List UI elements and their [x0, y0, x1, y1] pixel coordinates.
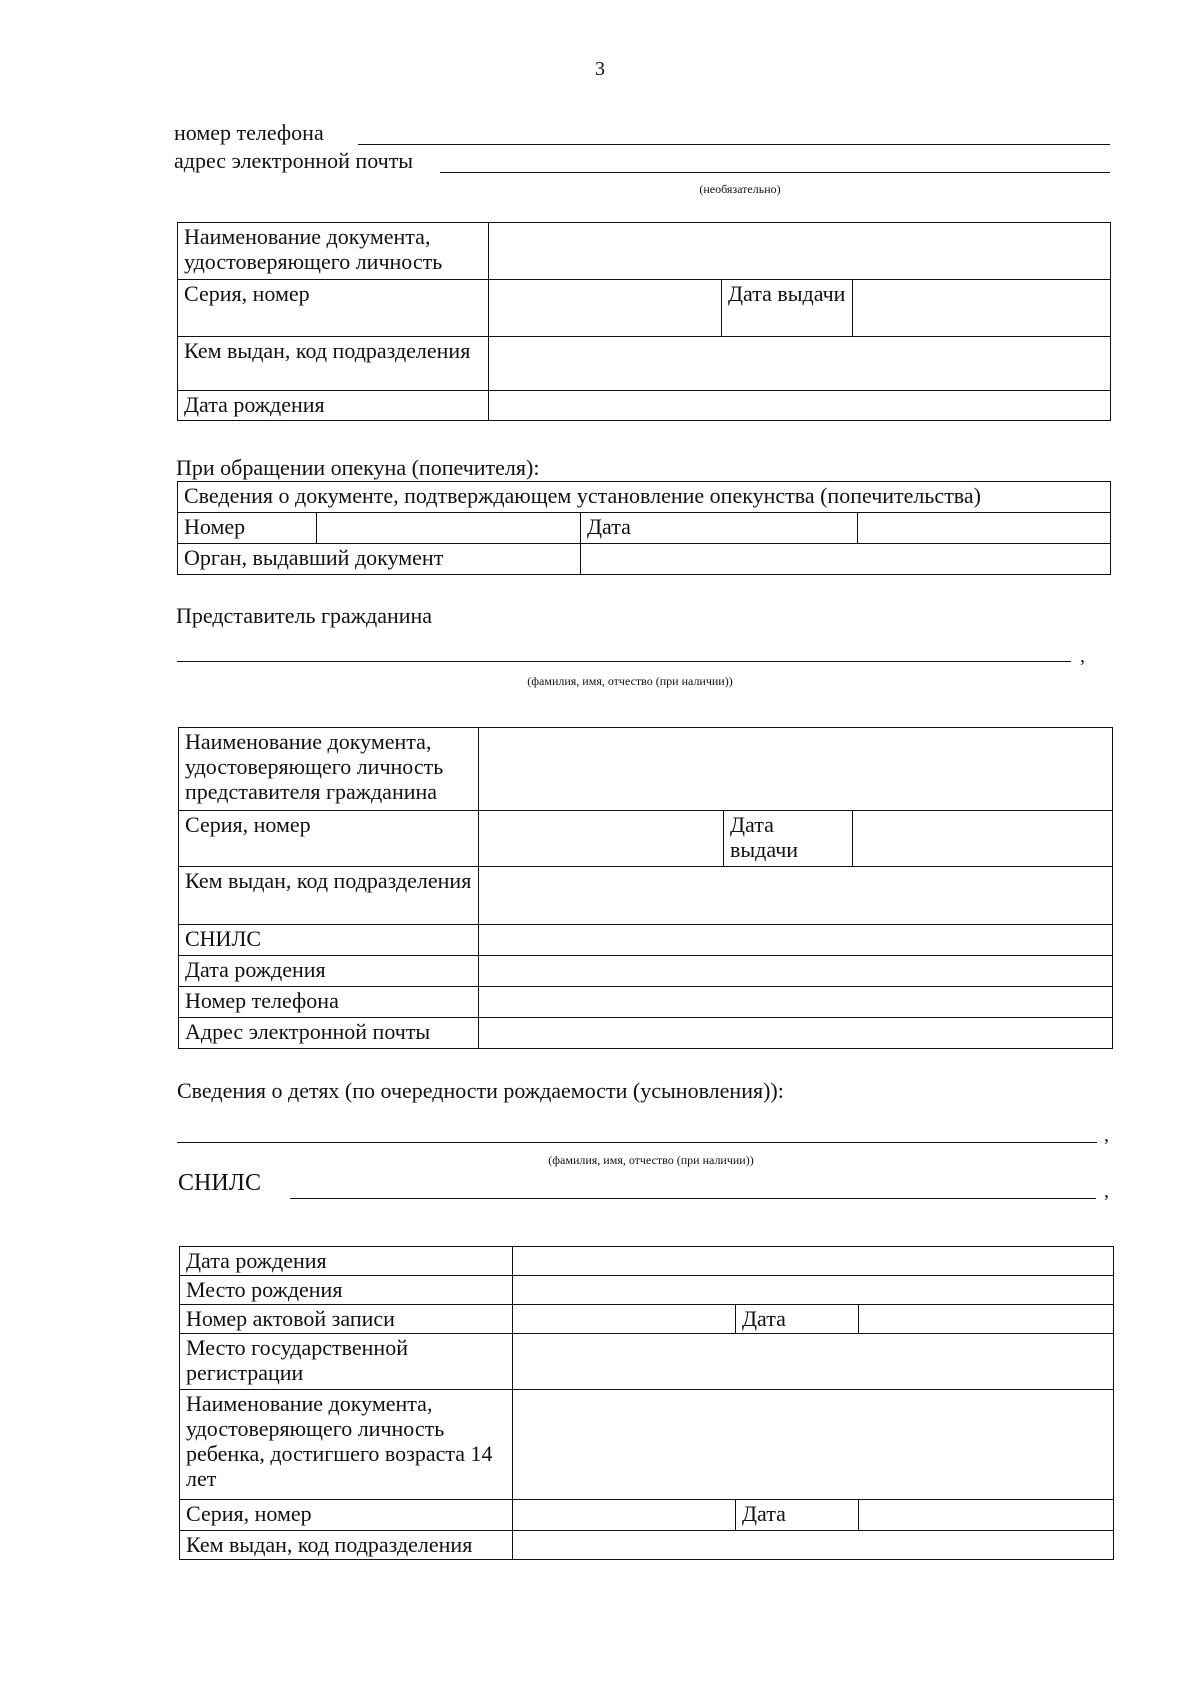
- rep-snils-value[interactable]: [479, 925, 1113, 956]
- id-series-value[interactable]: [489, 280, 722, 337]
- child-snils-label: СНИЛС: [178, 1170, 261, 1196]
- phone-label: номер телефона: [174, 120, 324, 145]
- child-record-date-label: Дата: [736, 1305, 859, 1334]
- id-doc-name-value[interactable]: [489, 223, 1111, 280]
- representative-fio-note: (фамилия, имя, отчество (при наличии)): [527, 674, 733, 688]
- guardian-issuer-value[interactable]: [581, 544, 1111, 575]
- id-issuer-label: Кем выдан, код подразделения: [178, 337, 489, 391]
- representative-comma: ,: [1080, 645, 1085, 667]
- child-series-date-value[interactable]: [859, 1500, 1114, 1531]
- child-fio-comma: ,: [1104, 1124, 1109, 1146]
- guardian-number-label: Номер: [178, 513, 317, 544]
- child-issuer-label: Кем выдан, код подразделения: [180, 1531, 513, 1560]
- representative-fio-field[interactable]: [177, 661, 1071, 662]
- email-field[interactable]: [440, 172, 1110, 173]
- child-birthplace-label: Место рождения: [180, 1276, 513, 1305]
- child-table: [179, 1246, 1114, 1560]
- rep-snils-label: СНИЛС: [179, 925, 479, 956]
- children-heading: Сведения о детях (по очередности рождаемости (усыновления)):: [177, 1078, 784, 1103]
- rep-doc-name-value[interactable]: [479, 728, 1113, 811]
- child-record-number-label: Номер актовой записи: [180, 1305, 513, 1334]
- guardian-table: [177, 481, 1111, 575]
- id-issuer-value[interactable]: [489, 337, 1111, 391]
- child-registration-place-value[interactable]: [513, 1334, 1114, 1390]
- child-doc-name-value[interactable]: [513, 1390, 1114, 1500]
- child-series-label: Серия, номер: [180, 1500, 513, 1531]
- guardian-doc-info: Сведения о документе, подтверждающем установление опекунства (попечительства): [178, 482, 1111, 513]
- phone-field[interactable]: [358, 144, 1110, 145]
- rep-series-label: Серия, номер: [179, 811, 479, 867]
- rep-series-value[interactable]: [479, 811, 724, 867]
- page-number: 3: [595, 58, 605, 80]
- rep-issue-date-label: Дата выдачи: [724, 811, 853, 867]
- id-issue-date-value[interactable]: [853, 280, 1111, 337]
- rep-issuer-value[interactable]: [479, 867, 1113, 925]
- optional-note: (необязательно): [699, 182, 781, 196]
- id-series-label: Серия, номер: [178, 280, 489, 337]
- child-fio-field[interactable]: [177, 1142, 1097, 1143]
- email-label: адрес электронной почты: [174, 148, 414, 173]
- id-birthdate-label: Дата рождения: [178, 391, 489, 421]
- rep-birthdate-value[interactable]: [479, 956, 1113, 987]
- rep-issuer-label: Кем выдан, код подразделения: [179, 867, 479, 925]
- child-issuer-value[interactable]: [513, 1531, 1114, 1560]
- child-snils-comma: ,: [1104, 1180, 1109, 1202]
- child-series-value[interactable]: [513, 1500, 736, 1531]
- child-series-date-label: Дата: [736, 1500, 859, 1531]
- child-fio-note: (фамилия, имя, отчество (при наличии)): [548, 1153, 754, 1167]
- id-issue-date-label: Дата выдачи: [722, 280, 853, 337]
- rep-doc-name-label: Наименование документа, удостоверяющего личность представителя гражданина: [179, 728, 479, 811]
- child-doc-name-label: Наименование документа, удостоверяющего личность ребенка, достигшего возраста 14 лет: [180, 1390, 513, 1500]
- rep-issue-date-value[interactable]: [853, 811, 1113, 867]
- child-birthdate-value[interactable]: [513, 1247, 1114, 1276]
- child-birthplace-value[interactable]: [513, 1276, 1114, 1305]
- representative-heading: Представитель гражданина: [176, 603, 433, 628]
- rep-phone-label: Номер телефона: [179, 987, 479, 1018]
- guardian-date-value[interactable]: [858, 513, 1111, 544]
- guardian-issuer-label: Орган, выдавший документ: [178, 544, 581, 575]
- rep-birthdate-label: Дата рождения: [179, 956, 479, 987]
- guardian-number-value[interactable]: [317, 513, 581, 544]
- representative-table: [178, 727, 1113, 1049]
- rep-phone-value[interactable]: [479, 987, 1113, 1018]
- child-snils-field[interactable]: [290, 1198, 1096, 1199]
- child-record-number-value[interactable]: [513, 1305, 736, 1334]
- guardian-date-label: Дата: [581, 513, 858, 544]
- child-registration-place-label: Место государственной регистрации: [180, 1334, 513, 1390]
- rep-email-label: Адрес электронной почты: [179, 1018, 479, 1049]
- id-doc-name-label: Наименование документа, удостоверяющего личность: [178, 223, 489, 280]
- child-birthdate-label: Дата рождения: [180, 1247, 513, 1276]
- guardian-heading: При обращении опекуна (попечителя):: [176, 455, 540, 480]
- rep-email-value[interactable]: [479, 1018, 1113, 1049]
- id-birthdate-value[interactable]: [489, 391, 1111, 421]
- id-document-table: [177, 222, 1111, 421]
- child-record-date-value[interactable]: [859, 1305, 1114, 1334]
